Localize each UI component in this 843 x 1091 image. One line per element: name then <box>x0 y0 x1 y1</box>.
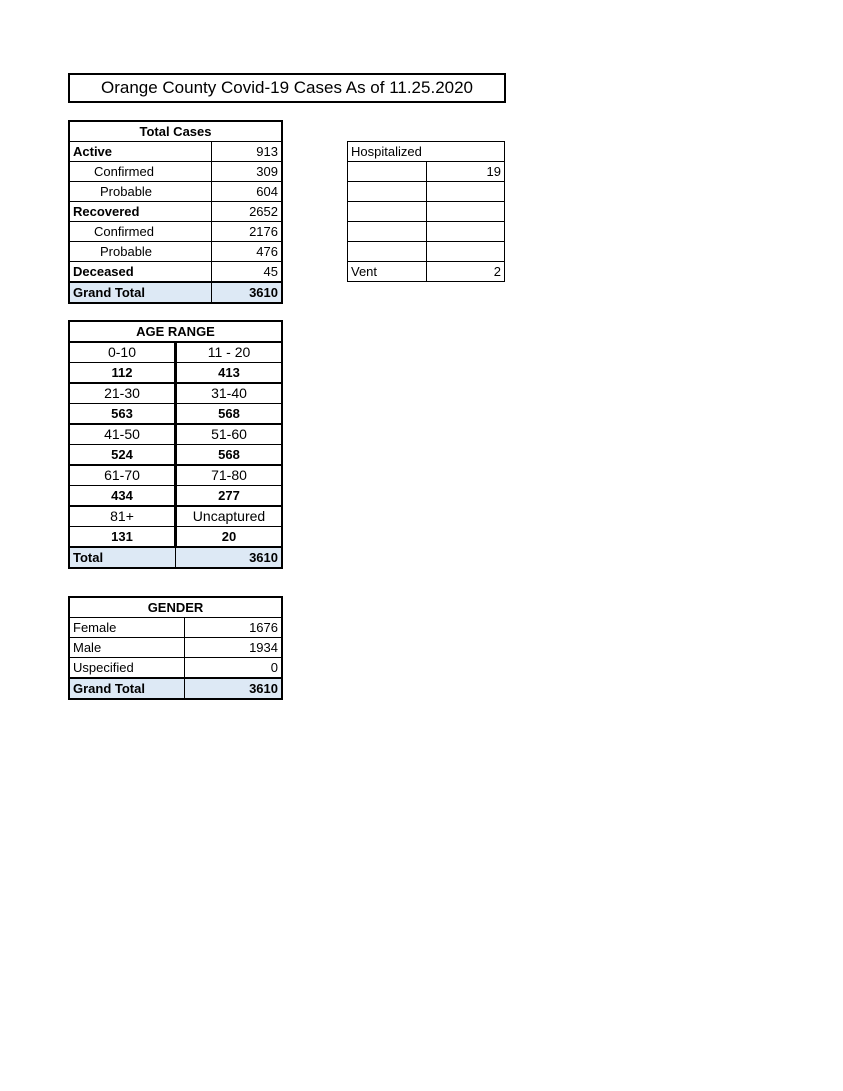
gender-header: GENDER <box>69 597 282 618</box>
vent-value: 2 <box>426 262 505 282</box>
age-range-label-row <box>69 424 282 445</box>
age-range-value-row <box>69 404 282 425</box>
empty-cell <box>426 222 505 242</box>
table-row <box>348 182 505 202</box>
gender-grand-total-value: 3610 <box>185 678 283 699</box>
gender-label: Female <box>69 618 185 638</box>
active-value: 913 <box>212 142 283 162</box>
age-range-value: 524 <box>69 445 176 466</box>
grand-total-label: Grand Total <box>69 282 212 303</box>
total-cases-table <box>68 120 283 304</box>
age-range-label: 41-50 <box>69 424 176 445</box>
gender-value: 1676 <box>185 618 283 638</box>
vent-label: Vent <box>348 262 427 282</box>
recovered-value: 2652 <box>212 202 283 222</box>
age-range-value: 131 <box>69 527 176 548</box>
table-row <box>69 202 282 222</box>
table-row <box>69 182 282 202</box>
age-total-label: Total <box>69 547 176 568</box>
recovered-confirmed-value: 2176 <box>212 222 283 242</box>
table-row <box>348 222 505 242</box>
age-range-label: 71-80 <box>176 465 283 486</box>
empty-cell <box>348 162 427 182</box>
hospitalized-table <box>347 141 505 282</box>
age-range-label: Uncaptured <box>176 506 283 527</box>
gender-label: Male <box>69 638 185 658</box>
age-range-value-row <box>69 445 282 466</box>
active-confirmed-label: Confirmed <box>69 162 212 182</box>
age-range-value: 563 <box>69 404 176 425</box>
grand-total-value: 3610 <box>212 282 283 303</box>
recovered-probable-label: Probable <box>69 242 212 262</box>
empty-cell <box>426 182 505 202</box>
age-total-row <box>69 547 282 568</box>
age-range-label-row <box>69 465 282 486</box>
gender-label: Uspecified <box>69 658 185 679</box>
age-range-header: AGE RANGE <box>69 321 282 342</box>
recovered-probable-value: 476 <box>212 242 283 262</box>
age-range-value: 277 <box>176 486 283 507</box>
gender-table <box>68 596 283 700</box>
age-range-value: 434 <box>69 486 176 507</box>
empty-cell <box>348 182 427 202</box>
recovered-confirmed-label: Confirmed <box>69 222 212 242</box>
age-range-label: 61-70 <box>69 465 176 486</box>
table-row <box>69 162 282 182</box>
gender-value: 1934 <box>185 638 283 658</box>
active-label: Active <box>69 142 212 162</box>
deceased-label: Deceased <box>69 262 212 283</box>
age-range-label: 81+ <box>69 506 176 527</box>
age-range-value-row <box>69 486 282 507</box>
total-cases-header-row <box>69 121 282 142</box>
age-range-label: 31-40 <box>176 383 283 404</box>
table-row <box>348 242 505 262</box>
age-range-table <box>68 320 283 569</box>
age-range-header-row <box>69 321 282 342</box>
age-range-label: 21-30 <box>69 383 176 404</box>
gender-grand-total-label: Grand Total <box>69 678 185 699</box>
table-row <box>69 618 282 638</box>
age-range-label: 11 - 20 <box>176 342 283 363</box>
table-row <box>69 142 282 162</box>
table-row <box>69 638 282 658</box>
empty-cell <box>348 242 427 262</box>
age-range-label: 0-10 <box>69 342 176 363</box>
recovered-label: Recovered <box>69 202 212 222</box>
table-row <box>348 262 505 282</box>
hospitalized-header: Hospitalized <box>348 142 505 162</box>
age-range-value-row <box>69 363 282 384</box>
gender-header-row <box>69 597 282 618</box>
active-probable-label: Probable <box>69 182 212 202</box>
age-range-value: 112 <box>69 363 176 384</box>
grand-total-row <box>69 282 282 303</box>
age-range-label-row <box>69 506 282 527</box>
table-row <box>69 658 282 679</box>
table-row <box>69 242 282 262</box>
empty-cell <box>426 242 505 262</box>
hospitalized-value: 19 <box>426 162 505 182</box>
age-range-value: 568 <box>176 404 283 425</box>
age-range-value: 413 <box>176 363 283 384</box>
age-range-label-row <box>69 383 282 404</box>
empty-cell <box>348 222 427 242</box>
age-range-label: 51-60 <box>176 424 283 445</box>
age-range-value-row <box>69 527 282 548</box>
deceased-value: 45 <box>212 262 283 283</box>
hospitalized-header-row <box>348 142 505 162</box>
age-range-value: 568 <box>176 445 283 466</box>
active-confirmed-value: 309 <box>212 162 283 182</box>
table-row <box>348 162 505 182</box>
total-cases-header: Total Cases <box>69 121 282 142</box>
gender-value: 0 <box>185 658 283 679</box>
age-total-value: 3610 <box>176 547 283 568</box>
age-range-label-row <box>69 342 282 363</box>
gender-grand-total-row <box>69 678 282 699</box>
empty-cell <box>426 202 505 222</box>
age-range-value: 20 <box>176 527 283 548</box>
page-title: Orange County Covid-19 Cases As of 11.25.2020 <box>68 73 506 103</box>
table-row <box>69 222 282 242</box>
table-row <box>69 262 282 283</box>
empty-cell <box>348 202 427 222</box>
table-row <box>348 202 505 222</box>
active-probable-value: 604 <box>212 182 283 202</box>
